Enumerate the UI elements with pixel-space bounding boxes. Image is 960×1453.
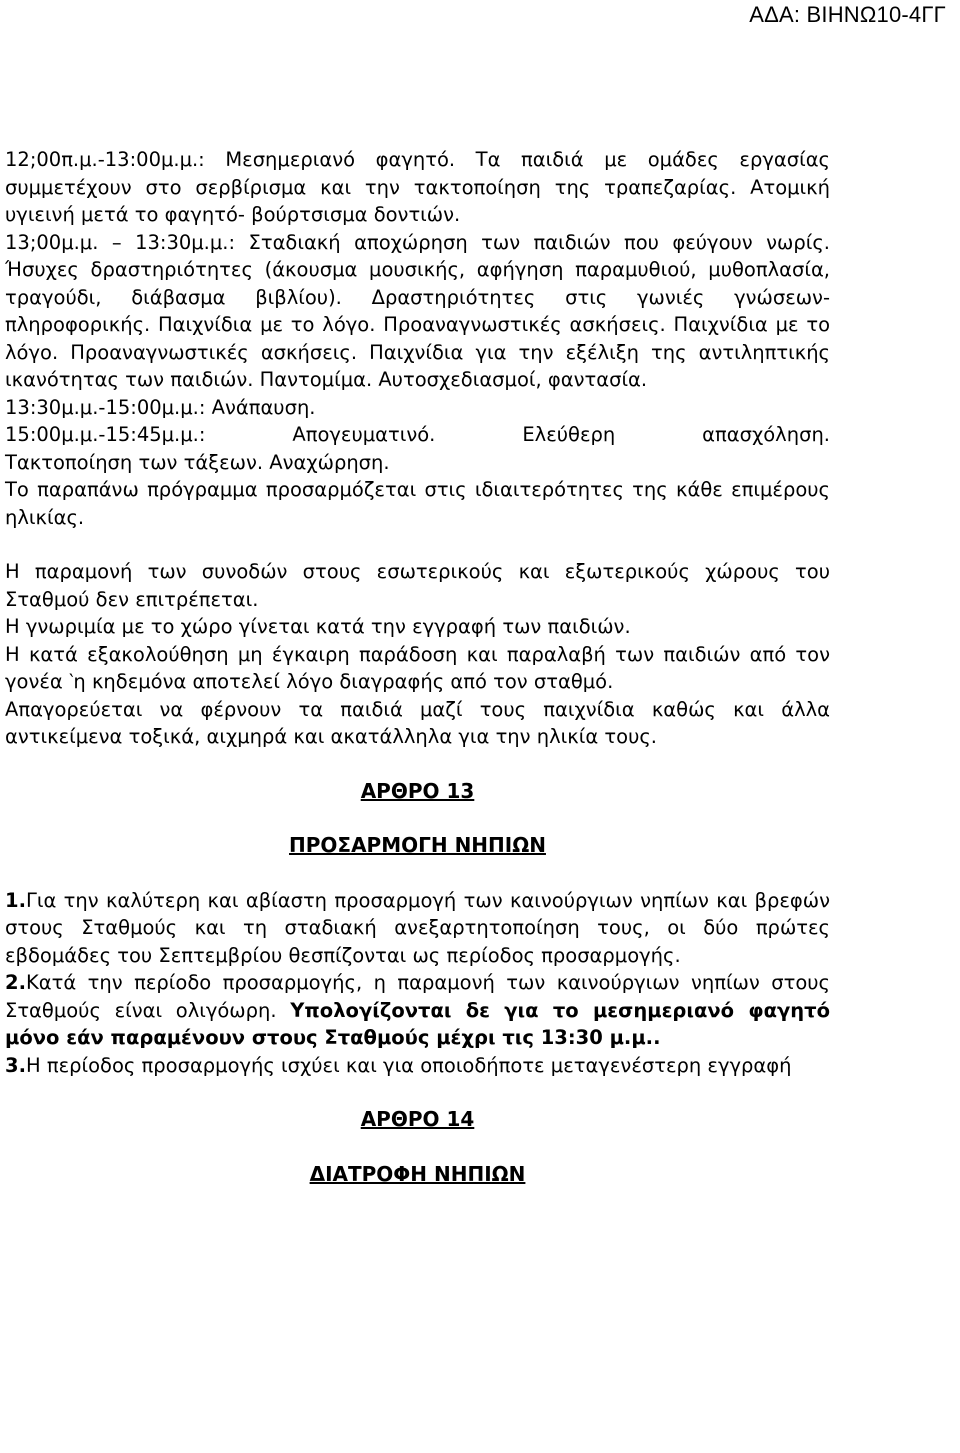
article-13-subtitle: ΠΡΟΣΑΡΜΟΓΗ ΝΗΠΙΩΝ bbox=[289, 833, 546, 857]
article-13-title: ΑΡΘΡΟ 13 bbox=[360, 778, 475, 803]
document-code: ΑΔΑ: ΒΙΗΝΩ10-4ΓΓ bbox=[749, 2, 946, 27]
item-1-text: Για την καλύτερη και αβίαστη προσαρμογή των καινούργιων νηπίων και βρεφών στους Σταθμούς και τη σταδιακή ανεξαρτητοποίηση τους, οι δύο πρώτες εβδομάδες του Σεπτεμβρίου θεσπίζονται ως περίοδος προσαρμογής. bbox=[5, 888, 830, 967]
schedule-afternoon: 15:00μ.μ.-15:45μ.μ.: Απογευματινό. Ελεύθερη απασχόληση. bbox=[5, 423, 830, 446]
document-body bbox=[5, 146, 830, 1188]
rule-introduction: Η γνωριμία με το χώρο γίνεται κατά την εγγραφή των παιδιών. bbox=[5, 615, 631, 638]
item-3-number: 3. bbox=[5, 1053, 26, 1077]
schedule-tidy: Τακτοποίηση των τάξεων. Αναχώρηση. bbox=[5, 450, 390, 474]
item-1-number: 1. bbox=[5, 888, 26, 912]
rule-escorts: Η παραμονή των συνοδών στους εσωτερικούς και εξωτερικούς χώρους του Σταθμού δεν επιτρέπεται. bbox=[5, 560, 830, 611]
rule-pickup: Η κατά εξακολούθηση μη έγκαιρη παράδοση και παραλαβή των παιδιών από τον γονέα ‵η κηδεμόνα αποτελεί λόγο διαγραφής από τον σταθμό. bbox=[5, 642, 830, 693]
item-2-number: 2. bbox=[5, 971, 26, 994]
item-2-text: Κατά την περίοδο προσαρμογής, η παραμονή των καινούργιων νηπίων στους Σταθμούς είναι ολιγόωρη. bbox=[5, 971, 830, 1022]
schedule-lunch: 12;00π.μ.-13:00μ.μ.: Μεσημεριανό φαγητό. Τα παιδιά με ομάδες εργασίας συμμετέχουν στο σερβίρισμα και την τακτοποίηση της τραπεζαρίας. Ατομική υγιεινή μετά το φαγητό- βούρτσισμα δοντιών. bbox=[5, 148, 830, 226]
article-13-item-3 bbox=[5, 1052, 830, 1080]
article-14-subtitle: ΔΙΑΤΡΟΦΗ ΝΗΠΙΩΝ bbox=[309, 1161, 526, 1186]
article-13-item-2 bbox=[5, 969, 830, 1052]
schedule-departure: 13;00μ.μ. – 13:30μ.μ.: Σταδιακή αποχώρηση των παιδιών που φεύγουν νωρίς. Ήσυχες δραστηριότητες (άκουσμα μουσικής, αφήγηση παραμυθιού, μυθοπλασία, τραγούδι, διάβασμα βιβλίου). Δραστηριότητες στις γωνιές γνώσεων-πληροφορικής. Παιχνίδια με το λόγο. Προαναγνωστικές ασκήσεις. Παιχνίδια με το λόγο. Προαναγνωστικές ασκήσεις. Παιχνίδια για την εξέλιξη της αντιληπτικής ικανότητας των παιδιών. Παντομίμα. Αυτοσχεδιασμοί, φαντασία. bbox=[5, 230, 830, 391]
rule-toys: Απαγορεύεται να φέρνουν τα παιδιά μαζί τους παιχνίδια καθώς και άλλα αντικείμενα τοξικά, αιχμηρά και ακατάλληλα για την ηλικία τους. bbox=[5, 697, 830, 748]
article-13-item-1 bbox=[5, 887, 830, 970]
schedule-rest: 13:30μ.μ.-15:00μ.μ.: Ανάπαυση. bbox=[5, 395, 316, 419]
item-2-bold-text: Υπολογίζονται δε για το μεσημεριανό φαγητό μόνο εάν παραμένουν στους Σταθμούς μέχρι τις 13:30 μ.μ.. bbox=[5, 998, 830, 1049]
item-3-text: Η περίοδος προσαρμογής ισχύει και για οποιοδήποτε μεταγενέστερη εγγραφή bbox=[25, 1053, 792, 1077]
article-14-title: ΑΡΘΡΟ 14 bbox=[360, 1107, 475, 1131]
schedule-note: Το παραπάνω πρόγραμμα προσαρμόζεται στις ιδιαιτερότητες της κάθε επιμέρους ηλικίας. bbox=[5, 478, 830, 529]
